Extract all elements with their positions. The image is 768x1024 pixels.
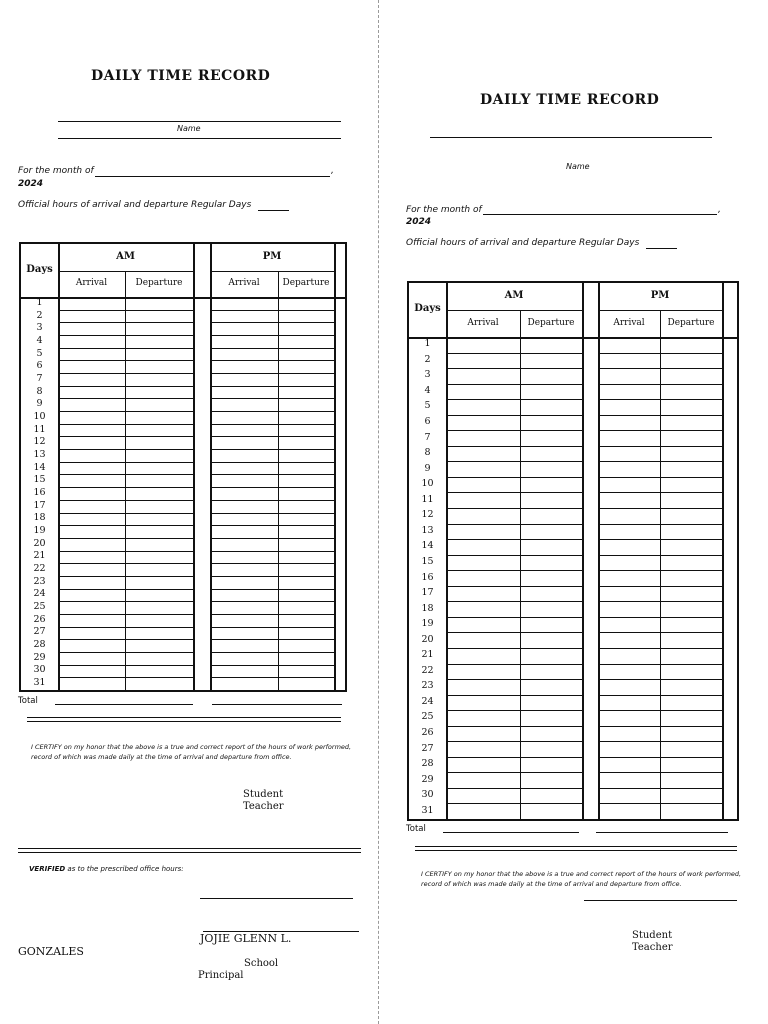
days-header: Days <box>414 303 441 314</box>
table-column-line <box>722 283 724 819</box>
day-number: 15 <box>421 555 434 567</box>
teacher-label: Teacher <box>243 801 284 812</box>
day-number: 17 <box>421 587 434 599</box>
table-row-line <box>58 589 193 590</box>
table-row-line <box>58 500 193 501</box>
pm-header: PM <box>262 250 282 262</box>
table-row-line <box>446 726 582 727</box>
name-line[interactable] <box>430 137 712 138</box>
day-number: 5 <box>424 400 431 412</box>
day-number: 16 <box>33 487 46 498</box>
table-row-line <box>58 513 193 514</box>
table-row-line <box>210 310 334 311</box>
day-number: 28 <box>33 639 46 651</box>
table-row-line <box>58 652 193 653</box>
pm-departure-header: Departure <box>282 278 330 288</box>
name-label: Name <box>566 162 590 171</box>
form-title: DAILY TIME RECORD <box>91 68 271 84</box>
day-number: 18 <box>421 602 434 614</box>
table-row-line <box>446 399 582 400</box>
day-number: 30 <box>421 789 434 801</box>
days-header: Days <box>26 263 53 275</box>
day-number: 20 <box>33 537 46 549</box>
day-number: 7 <box>36 372 43 384</box>
table-row-line <box>446 788 582 789</box>
day-number: 11 <box>421 493 434 505</box>
table-row-line <box>210 398 334 399</box>
day-number: 25 <box>421 711 434 723</box>
day-number: 4 <box>36 334 43 346</box>
day-number: 13 <box>421 524 434 536</box>
table-row-line <box>210 576 334 577</box>
table-row-line <box>210 322 334 323</box>
table-row-line <box>598 679 722 680</box>
day-number: 31 <box>421 804 434 816</box>
day-number: 18 <box>33 512 46 524</box>
total-label: Total <box>18 696 38 706</box>
principal-label: Principal <box>198 970 244 981</box>
day-number: 9 <box>36 398 43 410</box>
table-row-line <box>446 310 582 311</box>
table-row-line <box>598 695 722 696</box>
table-row-line <box>210 589 334 590</box>
table-column-line <box>210 244 212 690</box>
separator-line <box>18 848 361 849</box>
table-row-line <box>58 601 193 602</box>
table-row-line <box>210 563 334 564</box>
student-label: Student <box>632 930 673 941</box>
day-number: 30 <box>33 664 46 676</box>
table-row-line <box>598 508 722 509</box>
table-row-line <box>58 677 193 678</box>
table-row-line <box>210 449 334 450</box>
table-row-line <box>598 430 722 431</box>
day-number: 9 <box>424 462 431 474</box>
table-row-line <box>446 679 582 680</box>
table-row-line <box>446 695 582 696</box>
total-pm-line[interactable] <box>212 704 342 705</box>
table-row-line <box>446 492 582 493</box>
table-column-line <box>598 283 600 819</box>
pm-arrival-header: Arrival <box>613 317 645 328</box>
table-row-line <box>210 348 334 349</box>
table-row-line <box>58 322 193 323</box>
verified-text: VERIFIED as to the prescribed office hours: <box>29 865 184 873</box>
day-number: 28 <box>421 758 434 770</box>
am-arrival-header: Arrival <box>467 317 499 328</box>
table-row-line <box>446 461 582 462</box>
table-row-line <box>58 639 193 640</box>
day-number: 26 <box>33 613 46 625</box>
table-row-line <box>598 353 722 354</box>
table-row-line <box>58 665 193 666</box>
verifier-signature-line[interactable] <box>200 898 353 899</box>
day-number: 21 <box>33 550 46 562</box>
table-column-line <box>660 310 661 819</box>
name-label: Name <box>177 124 201 133</box>
table-row-line <box>598 539 722 540</box>
month-suffix: , <box>718 205 721 215</box>
table-row-line <box>446 803 582 804</box>
year-text: 2024 <box>18 179 44 189</box>
table-row-line <box>598 803 722 804</box>
pm-header: PM <box>650 289 670 301</box>
day-number: 12 <box>421 509 434 521</box>
day-number: 31 <box>33 677 46 689</box>
table-row-line <box>598 632 722 633</box>
table-row-line <box>210 335 334 336</box>
day-number: 22 <box>33 563 46 575</box>
separator-line <box>18 852 361 853</box>
day-number: 14 <box>421 540 434 552</box>
day-number: 6 <box>36 360 43 372</box>
table-row-line <box>446 524 582 525</box>
table-row-line <box>58 551 193 552</box>
table-row-line <box>598 415 722 416</box>
name-line <box>58 121 341 122</box>
table-row-line <box>598 648 722 649</box>
table-row-line <box>58 411 193 412</box>
day-number: 10 <box>33 410 46 422</box>
table-row-line <box>210 513 334 514</box>
table-row-line <box>598 741 722 742</box>
table-row-line <box>58 627 193 628</box>
table-row-line <box>58 563 193 564</box>
day-number: 16 <box>421 571 434 583</box>
day-number: 6 <box>424 416 431 428</box>
table-row-line <box>58 436 193 437</box>
table-row-line <box>598 617 722 618</box>
table-row-line <box>598 570 722 571</box>
table-row-line <box>58 373 193 374</box>
day-number: 2 <box>36 309 43 321</box>
table-row-line <box>446 555 582 556</box>
am-departure-header: Departure <box>527 317 575 328</box>
table-row-line <box>210 500 334 501</box>
day-number: 23 <box>33 575 46 587</box>
day-number: 22 <box>421 664 434 676</box>
time-record-table <box>407 281 739 821</box>
table-column-line <box>446 283 448 819</box>
table-row-line <box>598 524 722 525</box>
month-prefix: For the month of <box>406 205 482 215</box>
official-hours-label: Official hours of arrival and departure Regular Days <box>406 238 640 248</box>
certification-text: I CERTIFY on my honor that the above is a true and correct report of the hours of work performed, record of which was made daily at the time of arrival and departure from office. <box>31 743 352 761</box>
table-row-line <box>598 664 722 665</box>
table-row-line <box>210 411 334 412</box>
school-label: School <box>244 958 279 969</box>
table-row-line <box>58 614 193 615</box>
table-row-line <box>446 384 582 385</box>
day-number: 11 <box>33 423 46 435</box>
table-row-line <box>446 353 582 354</box>
signatory-last-name: GONZALES <box>18 945 84 958</box>
table-row-line <box>58 538 193 539</box>
table-row-line <box>598 726 722 727</box>
day-number: 27 <box>33 626 46 638</box>
table-row-line <box>446 446 582 447</box>
day-number: 12 <box>33 436 46 448</box>
table-column-line <box>582 283 584 819</box>
table-row-line <box>598 601 722 602</box>
day-number: 15 <box>33 474 46 486</box>
day-number: 17 <box>33 499 46 511</box>
am-header: AM <box>504 289 524 301</box>
pm-arrival-header: Arrival <box>228 278 260 288</box>
official-hours-field[interactable] <box>646 248 677 249</box>
table-row-line <box>210 665 334 666</box>
official-hours-field[interactable] <box>258 210 289 211</box>
table-row-line <box>58 424 193 425</box>
table-row-line <box>446 430 582 431</box>
table-row-line <box>446 477 582 478</box>
table-row-line <box>58 462 193 463</box>
day-number: 2 <box>424 353 431 365</box>
am-departure-header: Departure <box>135 278 183 288</box>
table-row-line <box>598 477 722 478</box>
separator-line <box>415 850 737 851</box>
table-row-line <box>58 398 193 399</box>
table-row-line <box>58 335 193 336</box>
table-row-line <box>446 415 582 416</box>
table-row-line <box>446 664 582 665</box>
table-row-line <box>446 632 582 633</box>
table-row-line <box>58 310 193 311</box>
day-number: 8 <box>36 385 43 397</box>
table-row-line <box>598 772 722 773</box>
table-row-line <box>58 576 193 577</box>
table-row-line <box>598 461 722 462</box>
table-row-line <box>210 474 334 475</box>
table-row-line <box>210 601 334 602</box>
day-number: 21 <box>421 649 434 661</box>
table-row-line <box>210 627 334 628</box>
month-field[interactable] <box>483 214 717 215</box>
total-pm-line[interactable] <box>596 832 728 833</box>
month-suffix: , <box>331 166 334 176</box>
day-number: 20 <box>421 633 434 645</box>
table-row-line <box>446 772 582 773</box>
table-row-line <box>598 399 722 400</box>
table-row-line <box>58 348 193 349</box>
table-row-line <box>446 648 582 649</box>
table-row-line <box>210 677 334 678</box>
student-signature-line[interactable] <box>584 900 737 901</box>
table-row-line <box>598 446 722 447</box>
day-number: 29 <box>33 651 46 663</box>
day-number: 25 <box>33 601 46 613</box>
month-prefix: For the month of <box>18 166 94 176</box>
table-row-line <box>446 539 582 540</box>
table-row-line <box>210 487 334 488</box>
table-row-line <box>598 555 722 556</box>
year-text: 2024 <box>406 217 432 227</box>
table-row-line <box>598 710 722 711</box>
day-number: 19 <box>421 618 434 630</box>
day-number: 4 <box>424 384 431 396</box>
form-title: DAILY TIME RECORD <box>480 92 660 108</box>
day-number: 10 <box>421 478 434 490</box>
table-row-line <box>598 757 722 758</box>
table-column-line <box>58 244 60 690</box>
am-header: AM <box>116 250 135 262</box>
day-number: 24 <box>33 588 46 600</box>
table-row-line <box>210 538 334 539</box>
name-underline <box>58 138 341 139</box>
table-row-line <box>210 462 334 463</box>
day-number: 7 <box>424 431 431 443</box>
day-number: 8 <box>424 447 431 459</box>
separator-line <box>27 721 341 722</box>
day-number: 14 <box>33 461 46 473</box>
table-row-line <box>21 297 345 299</box>
table-row-line <box>210 551 334 552</box>
table-row-line <box>210 652 334 653</box>
day-number: 23 <box>421 680 434 692</box>
table-row-line <box>446 617 582 618</box>
table-row-line <box>446 368 582 369</box>
day-number: 29 <box>421 773 434 785</box>
table-row-line <box>446 741 582 742</box>
table-row-line <box>58 474 193 475</box>
total-am-line[interactable] <box>55 704 193 705</box>
table-row-line <box>446 570 582 571</box>
day-number: 13 <box>33 448 46 460</box>
total-am-line[interactable] <box>443 832 579 833</box>
table-row-line <box>409 337 737 339</box>
table-row-line <box>598 788 722 789</box>
day-number: 1 <box>424 338 431 350</box>
table-row-line <box>210 436 334 437</box>
table-row-line <box>446 710 582 711</box>
table-row-line <box>446 601 582 602</box>
am-arrival-header: Arrival <box>75 278 108 288</box>
day-number: 3 <box>36 322 43 334</box>
table-row-line <box>58 487 193 488</box>
student-label: Student <box>243 789 284 800</box>
day-number: 5 <box>36 347 43 359</box>
table-row-line <box>58 525 193 526</box>
pm-departure-header: Departure <box>667 317 715 328</box>
table-row-line <box>210 271 334 272</box>
table-row-line <box>210 360 334 361</box>
table-row-line <box>210 614 334 615</box>
signatory-first-name: JOJIE GLENN L. <box>200 932 292 945</box>
page-fold-divider <box>378 0 379 1024</box>
day-number: 24 <box>421 695 434 707</box>
table-row-line <box>58 271 193 272</box>
table-row-line <box>210 373 334 374</box>
table-row-line <box>58 386 193 387</box>
separator-line <box>415 846 737 847</box>
teacher-label: Teacher <box>632 942 673 953</box>
table-row-line <box>446 508 582 509</box>
table-row-line <box>598 384 722 385</box>
table-row-line <box>598 310 722 311</box>
month-field[interactable] <box>95 176 330 177</box>
table-row-line <box>58 449 193 450</box>
time-record-table <box>19 242 347 692</box>
certification-text: I CERTIFY on my honor that the above is a true and correct report of the hours of work performed, record of which was made daily at the time of arrival and departure from office. <box>421 870 742 888</box>
table-row-line <box>598 492 722 493</box>
table-row-line <box>210 525 334 526</box>
table-row-line <box>598 368 722 369</box>
table-row-line <box>58 360 193 361</box>
day-number: 26 <box>421 726 434 738</box>
table-column-line <box>334 244 336 690</box>
separator-line <box>27 717 341 718</box>
day-number: 3 <box>424 369 431 381</box>
table-row-line <box>210 386 334 387</box>
total-label: Total <box>406 824 426 834</box>
table-column-line <box>193 244 195 690</box>
table-row-line <box>210 424 334 425</box>
table-row-line <box>446 586 582 587</box>
day-number: 27 <box>421 742 434 754</box>
official-hours-label: Official hours of arrival and departure Regular Days <box>18 200 252 210</box>
table-row-line <box>446 757 582 758</box>
table-row-line <box>598 586 722 587</box>
day-number: 19 <box>33 525 46 537</box>
table-row-line <box>210 639 334 640</box>
day-number: 1 <box>36 296 43 308</box>
table-column-line <box>520 310 521 819</box>
